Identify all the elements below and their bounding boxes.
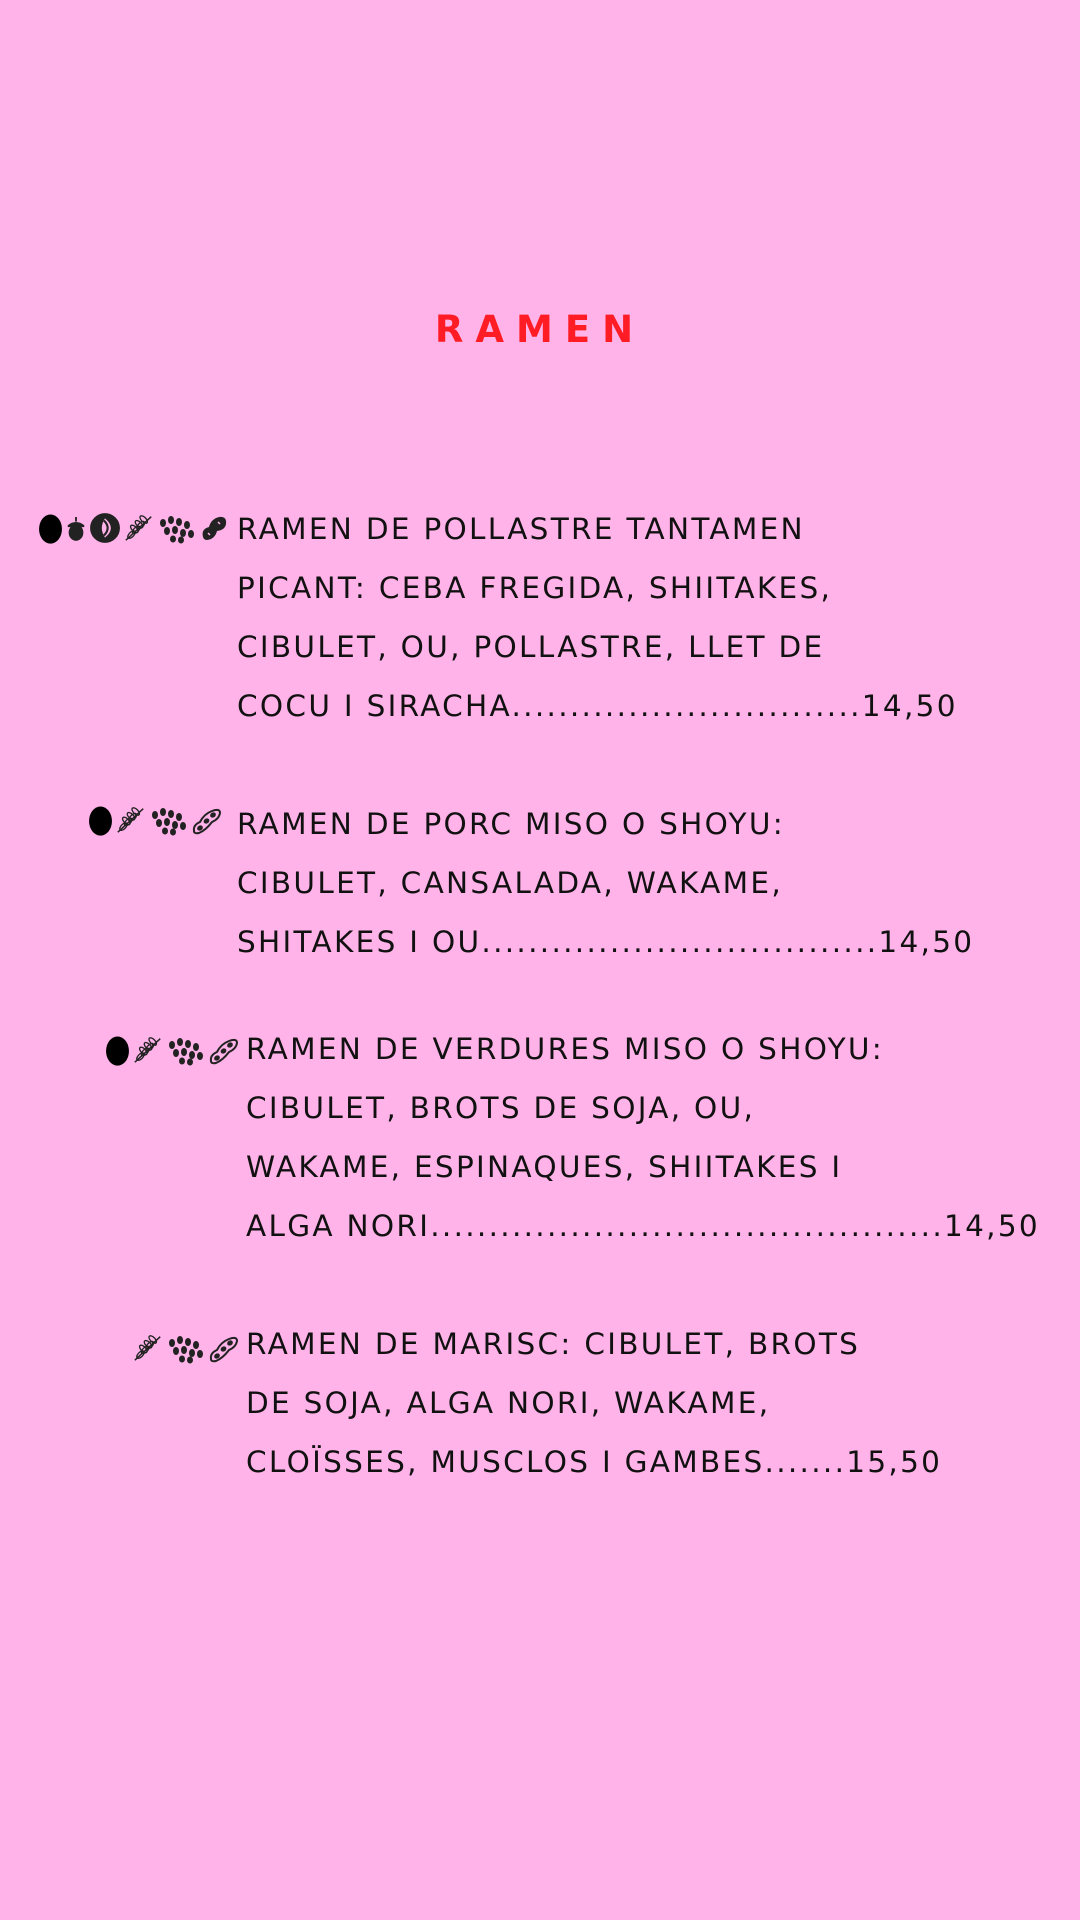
menu-item-line: SHITAKES I OU..................................14,50 [237,925,975,959]
soy-icon [191,804,223,836]
menu-item-line: COCU I SIRACHA..............................14,50 [237,689,958,723]
soy-icon [208,1332,240,1364]
allergen-icons [38,508,229,548]
egg-icon [105,1034,130,1066]
menu-item-line: CLOÏSSES, MUSCLOS I GAMBES.......15,50 [246,1445,943,1479]
menu-item-line: CIBULET, BROTS DE SOJA, OU, [246,1091,756,1125]
allergen-icons [132,1328,240,1368]
menu-item [237,795,997,972]
tree-nut-icon [65,512,87,544]
menu-item-line: RAMEN DE MARISC: CIBULET, BROTS [246,1327,861,1361]
wheat-icon [132,1332,164,1364]
menu-item-description [237,500,997,736]
sesame-icon [166,1034,206,1066]
wheat-icon [123,512,155,544]
menu-item-line: WAKAME, ESPINAQUES, SHIITAKES I [246,1150,843,1184]
menu-item-line: DE SOJA, ALGA NORI, WAKAME, [246,1386,771,1420]
menu-item-description [246,1315,1006,1492]
menu-item-line: ALGA NORI............................................14,50 [246,1209,1040,1243]
allergen-icons [105,1030,240,1070]
wheat-icon [132,1034,164,1066]
shellfish-icon [89,512,121,544]
peanut-icon [199,512,229,544]
menu-item [246,1315,1006,1492]
menu-title: RAMEN [434,308,646,351]
soy-icon [208,1034,240,1066]
menu-item-description [237,795,997,972]
menu-item-description [246,1020,1040,1256]
menu-item-line: RAMEN DE VERDURES MISO O SHOYU: [246,1032,885,1066]
egg-icon [88,804,113,836]
sesame-icon [166,1332,206,1364]
allergen-icons [88,800,223,840]
wheat-icon [115,804,147,836]
menu-item [246,1020,1040,1256]
sesame-icon [149,804,189,836]
menu-item-line: RAMEN DE POLLASTRE TANTAMEN [237,512,805,546]
menu-item [237,500,997,736]
egg-icon [38,512,63,544]
menu-item-line: RAMEN DE PORC MISO O SHOYU: [237,807,785,841]
sesame-icon [157,512,197,544]
menu-item-line: CIBULET, CANSALADA, WAKAME, [237,866,784,900]
menu-item-line: CIBULET, OU, POLLASTRE, LLET DE [237,630,825,664]
menu-item-line: PICANT: CEBA FREGIDA, SHIITAKES, [237,571,833,605]
